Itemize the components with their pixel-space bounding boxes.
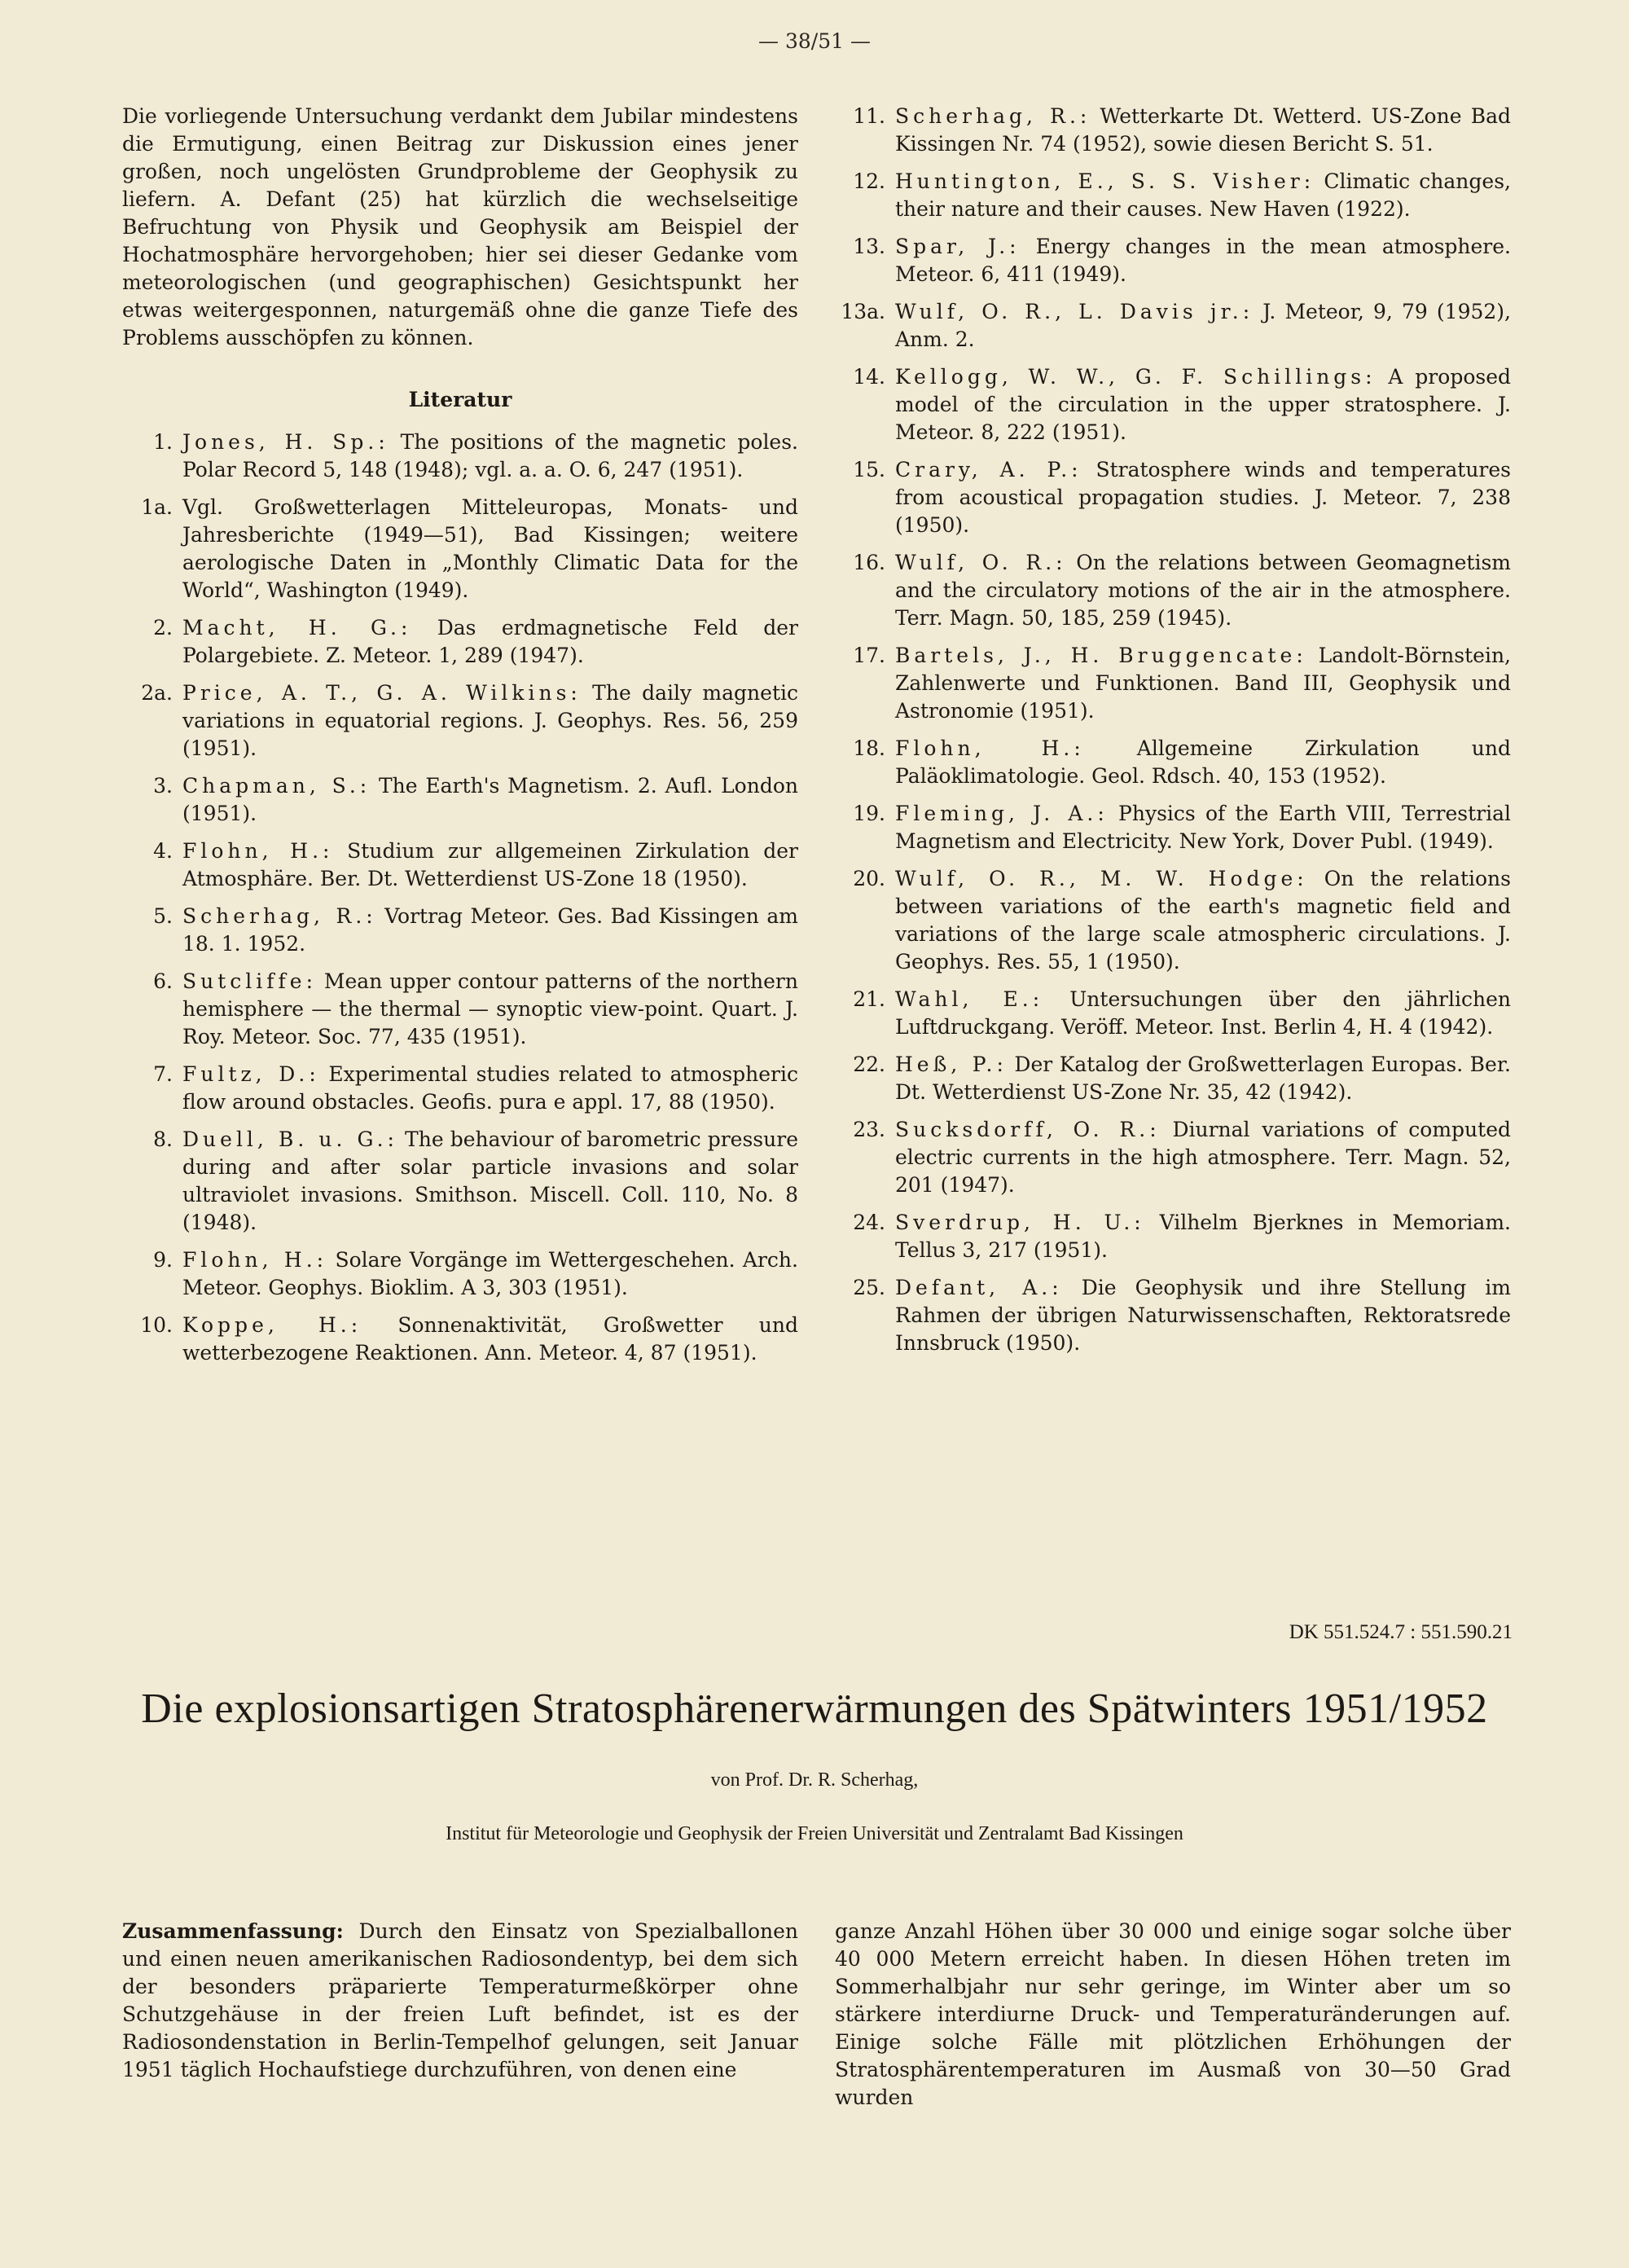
- reference-text: Wetterkarte Dt. Wetterd. US-Zone Bad Kissingen Nr. 74 (1952), sowie diesen Bericht S. 51.: [895, 104, 1511, 156]
- reference-body: [182, 1061, 798, 1116]
- reference-number: 11.: [853, 104, 885, 128]
- reference-body: [182, 1312, 798, 1367]
- reference-text: Sonnenaktivität, Großwetter und wetterbezogene Reaktionen. Ann. Meteor. 4, 87 (1951).: [182, 1313, 798, 1365]
- reference-body: [182, 429, 798, 484]
- reference-body: [895, 642, 1511, 725]
- reference-text: Diurnal variations of computed electric currents in the high atmosphere. Terr. Magn. 52, 201 (1947).: [895, 1118, 1511, 1197]
- reference-number: 3.: [153, 774, 173, 798]
- reference-item: [122, 679, 798, 763]
- article-author: von Prof. Dr. R. Scherhag,: [710, 1769, 919, 1791]
- reference-text: Untersuchungen über den jährlichen Luftdruckgang. Veröff. Meteor. Inst. Berlin 4, H. 4 (1942).: [895, 987, 1511, 1039]
- reference-body: [895, 800, 1511, 855]
- reference-item: [835, 865, 1511, 976]
- reference-body: [895, 735, 1511, 790]
- reference-item: [835, 1116, 1511, 1199]
- reference-item: [122, 903, 798, 958]
- reference-body: [182, 679, 798, 763]
- dk-classification: DK 551.524.7 : 551.590.21: [1289, 1621, 1513, 1643]
- reference-author: Spar, J.:: [895, 235, 1021, 258]
- intro-text: Die vorliegende Untersuchung verdankt dem Jubilar mindestens die Ermutigung, einen Beitrag zur Diskussion eines jener großen, noch ungelösten Grundprobleme der Geophysik zu liefern. A. Defant (25) hat kürzlich die wechselseitige Befruchtung von Physik und Geophysik am Beispiel der Hochatmosphäre hervorgehoben; hier sei dieser Gedanke vom meteorologischen (und geographischen) Gesichtspunkt her etwas weitergesponnen, naturgemäß ohne die ganze Tiefe des Problems ausschöpfen zu können.: [122, 104, 798, 349]
- reference-item: [835, 298, 1511, 354]
- page-number: — 38/51 —: [758, 29, 871, 53]
- reference-author: Wulf, O. R., L. Davis jr.:: [895, 300, 1254, 323]
- reference-number: 20.: [853, 867, 885, 890]
- reference-body: [895, 1116, 1511, 1199]
- reference-author: Wulf, O. R., M. W. Hodge:: [895, 867, 1308, 890]
- reference-author: Scherhag, R.:: [895, 104, 1091, 128]
- reference-number: 17.: [853, 644, 885, 667]
- reference-body: [182, 903, 798, 958]
- reference-number: 22.: [853, 1053, 885, 1076]
- reference-item: [835, 103, 1511, 158]
- reference-author: Defant, A.:: [895, 1276, 1063, 1299]
- reference-item: [835, 363, 1511, 446]
- reference-body: [182, 837, 798, 893]
- reference-item: [122, 1126, 798, 1237]
- reference-text: The positions of the magnetic poles. Polar Record 5, 148 (1948); vgl. a. a. O. 6, 247 (1951).: [182, 430, 799, 481]
- reference-text: Studium zur allgemeinen Zirkulation der Atmosphäre. Ber. Dt. Wetterdienst US-Zone 18 (1950).: [182, 839, 798, 890]
- reference-list-left: [122, 429, 798, 1367]
- reference-body: [895, 103, 1511, 158]
- abstract-label: Zusammenfassung:: [122, 1919, 344, 1943]
- reference-number: 1.: [153, 430, 173, 454]
- reference-author: Price, A. T., G. A. Wilkins:: [182, 681, 582, 705]
- reference-text: Experimental studies related to atmospheric flow around obstacles. Geofis. pura e appl. 17, 88 (1950).: [182, 1062, 799, 1114]
- article-title: Die explosionsartigen Stratosphärenerwärmungen des Spätwinters 1951/1952: [141, 1686, 1488, 1732]
- reference-author: Fultz, D.:: [182, 1062, 320, 1086]
- reference-number: 8.: [153, 1127, 173, 1151]
- reference-item: [835, 1051, 1511, 1106]
- reference-text: The behaviour of barometric pressure during and after solar particle invasions and solar ultraviolet invasions. Smithson. Miscell. Coll. 110, No. 8 (1948).: [182, 1127, 798, 1234]
- reference-author: Wahl, E.:: [895, 987, 1044, 1011]
- reference-author: Sutcliffe:: [182, 969, 317, 993]
- reference-author: Bartels, J., H. Bruggencate:: [895, 644, 1307, 667]
- reference-author: Flohn, H.:: [182, 1248, 328, 1272]
- reference-item: [122, 837, 798, 893]
- reference-number: 18.: [853, 736, 885, 760]
- reference-author: Fleming, J. A.:: [895, 802, 1109, 825]
- reference-item: [122, 494, 798, 604]
- reference-author: Koppe, H.:: [182, 1313, 362, 1337]
- reference-author: Macht, H. G.:: [182, 616, 412, 640]
- reference-item: [835, 168, 1511, 223]
- reference-number: 2a.: [141, 681, 173, 705]
- abstract-text-left: Durch den Einsatz von Spezialballonen und einen neuen amerikanischen Radiosondentyp, bei dem sich der besonders präparierte Temperaturmeßkörper ohne Schutzgehäuse in der freien Luft befindet, ist es der Radiosondenstation in Berlin-Tempelhof gelungen, seit Januar 1951 täglich Hochaufstiege durchzuführen, von denen eine: [122, 1919, 798, 2081]
- reference-number: 7.: [153, 1062, 173, 1086]
- reference-author: Flohn, H.:: [182, 839, 334, 863]
- reference-number: 10.: [140, 1313, 173, 1337]
- reference-text: Allgemeine Zirkulation und Paläoklimatologie. Geol. Rdsch. 40, 153 (1952).: [895, 736, 1511, 788]
- reference-body: [895, 456, 1511, 539]
- reference-author: Huntington, E., S. S. Visher:: [895, 169, 1315, 193]
- reference-number: 15.: [853, 458, 885, 481]
- reference-author: Kellogg, W. W., G. F. Schillings:: [895, 365, 1377, 389]
- right-column: [835, 103, 1511, 1367]
- reference-text: Stratosphere winds and temperatures from acoustical propagation studies. J. Meteor. 7, 238 (1950).: [895, 458, 1511, 537]
- reference-text: On the relations between Geomagnetism and the circulatory motions of the air in the atmosphere. Terr. Magn. 50, 185, 259 (1945).: [895, 551, 1511, 630]
- reference-text: Mean upper contour patterns of the northern hemisphere — the thermal — synoptic view-point. Quart. J. Roy. Meteor. Soc. 77, 435 (1951).: [182, 969, 798, 1048]
- reference-text: Der Katalog der Großwetterlagen Europas. Ber. Dt. Wetterdienst US-Zone Nr. 35, 42 (1942).: [895, 1053, 1511, 1104]
- reference-text: A proposed model of the circulation in the upper stratosphere. J. Meteor. 8, 222 (1951).: [895, 365, 1511, 444]
- reference-number: 19.: [853, 802, 885, 825]
- reference-item: [122, 968, 798, 1051]
- reference-author: Chapman, S.:: [182, 774, 371, 798]
- reference-item: [122, 1312, 798, 1367]
- abstract-left-column: [122, 1918, 798, 2084]
- reference-item: [835, 735, 1511, 790]
- reference-text: J. Meteor, 9, 79 (1952), Anm. 2.: [895, 300, 1511, 351]
- reference-text: Energy changes in the mean atmosphere. Meteor. 6, 411 (1949).: [895, 235, 1511, 286]
- reference-number: 23.: [853, 1118, 885, 1141]
- literature-heading: Literatur: [408, 388, 512, 411]
- reference-author: Crary, A. P.:: [895, 458, 1082, 481]
- reference-item: [835, 800, 1511, 855]
- reference-item: [835, 549, 1511, 632]
- reference-author: Jones, H. Sp.:: [182, 430, 389, 454]
- reference-number: 16.: [853, 551, 885, 574]
- reference-item: [835, 233, 1511, 288]
- reference-text: Climatic changes, their nature and their causes. New Haven (1922).: [895, 169, 1511, 221]
- reference-text: Die Geophysik und ihre Stellung im Rahmen der übrigen Naturwissenschaften, Rektoratsrede Innsbruck (1950).: [895, 1276, 1511, 1355]
- reference-item: [122, 1246, 798, 1302]
- reference-author: Sucksdorff, O. R.:: [895, 1118, 1161, 1141]
- reference-body: [182, 968, 798, 1051]
- reference-text: Vortrag Meteor. Ges. Bad Kissingen am 18. 1. 1952.: [182, 904, 798, 956]
- reference-author: Duell, B. u. G.:: [182, 1127, 398, 1151]
- reference-number: 6.: [153, 969, 173, 993]
- reference-number: 12.: [853, 169, 885, 193]
- reference-body: [182, 772, 798, 828]
- reference-author: Flohn, H.:: [895, 736, 1085, 760]
- reference-number: 21.: [853, 987, 885, 1011]
- reference-body: [895, 298, 1511, 354]
- reference-body: [895, 986, 1511, 1041]
- reference-number: 4.: [153, 839, 173, 863]
- reference-text: Vilhelm Bjerknes in Memoriam. Tellus 3, 217 (1951).: [895, 1211, 1511, 1262]
- reference-number: 24.: [853, 1211, 885, 1234]
- reference-body: [895, 233, 1511, 288]
- reference-item: [122, 429, 798, 484]
- reference-text: Das erdmagnetische Feld der Polargebiete. Z. Meteor. 1, 289 (1947).: [182, 616, 798, 667]
- reference-text: On the relations between variations of the earth's magnetic field and variations of the large scale atmospheric circulations. J. Geophys. Res. 55, 1 (1950).: [895, 867, 1511, 974]
- abstract-text-right: ganze Anzahl Höhen über 30 000 und einige sogar solche über 40 000 Metern erreicht haben. In diesen Höhen treten im Sommerhalbjahr nur sehr geringe, im Winter aber um so stärkere interdiurne Druck- und Temperaturänderungen auf. Einige solche Fälle mit plötzlichen Erhöhungen der Stratosphärentemperaturen im Ausmaß von 30—50 Grad wurden: [835, 1919, 1511, 2109]
- reference-text: Physics of the Earth VIII, Terrestrial Magnetism and Electricity. New York, Dover Publ. (1949).: [895, 802, 1511, 853]
- reference-number: 2.: [153, 616, 173, 640]
- reference-body: [895, 1051, 1511, 1106]
- reference-item: [835, 1274, 1511, 1357]
- reference-body: [182, 1126, 798, 1237]
- reference-item: [835, 986, 1511, 1041]
- reference-item: [122, 772, 798, 828]
- reference-body: [182, 614, 798, 670]
- reference-number: 14.: [853, 365, 885, 389]
- left-column: [122, 103, 798, 1377]
- reference-author: Scherhag, R.:: [182, 904, 377, 928]
- reference-item: [835, 1209, 1511, 1264]
- reference-number: 25.: [853, 1276, 885, 1299]
- reference-item: [835, 456, 1511, 539]
- reference-number: 5.: [153, 904, 173, 928]
- reference-number: 1a.: [141, 495, 173, 519]
- reference-author: Heß, P.:: [895, 1053, 1008, 1076]
- reference-author: Sverdrup, H. U.:: [895, 1211, 1145, 1234]
- reference-text: Vgl. Großwetterlagen Mitteleuropas, Monats- und Jahresberichte (1949—51), Bad Kissingen; weitere aerologische Daten in „Monthly Climatic Data for the World“, Washington (1949).: [182, 495, 798, 602]
- reference-number: 9.: [153, 1248, 173, 1272]
- reference-body: [895, 865, 1511, 976]
- reference-text: Landolt-Börnstein, Zahlenwerte und Funktionen. Band III, Geophysik und Astronomie (1951).: [895, 644, 1511, 723]
- reference-body: [182, 494, 798, 604]
- reference-text: The Earth's Magnetism. 2. Aufl. London (1951).: [182, 774, 798, 825]
- reference-number: 13a.: [841, 300, 885, 323]
- reference-body: [895, 1209, 1511, 1264]
- reference-author: Wulf, O. R.:: [895, 551, 1067, 574]
- reference-body: [895, 1274, 1511, 1357]
- intro-paragraph: [122, 103, 798, 352]
- reference-item: [122, 1061, 798, 1116]
- reference-body: [895, 363, 1511, 446]
- reference-body: [895, 549, 1511, 632]
- reference-item: [835, 642, 1511, 725]
- reference-list-right: [835, 103, 1511, 1357]
- reference-text: Solare Vorgänge im Wettergeschehen. Arch. Meteor. Geophys. Bioklim. A 3, 303 (1951).: [182, 1248, 798, 1299]
- reference-item: [122, 614, 798, 670]
- reference-number: 13.: [853, 235, 885, 258]
- reference-body: [895, 168, 1511, 223]
- reference-text: The daily magnetic variations in equatorial regions. J. Geophys. Res. 56, 259 (1951).: [182, 681, 798, 760]
- abstract-right-column: [835, 1918, 1511, 2112]
- reference-body: [182, 1246, 798, 1302]
- article-institution: Institut für Meteorologie und Geophysik der Freien Universität und Zentralamt Bad Kissingen: [446, 1823, 1183, 1844]
